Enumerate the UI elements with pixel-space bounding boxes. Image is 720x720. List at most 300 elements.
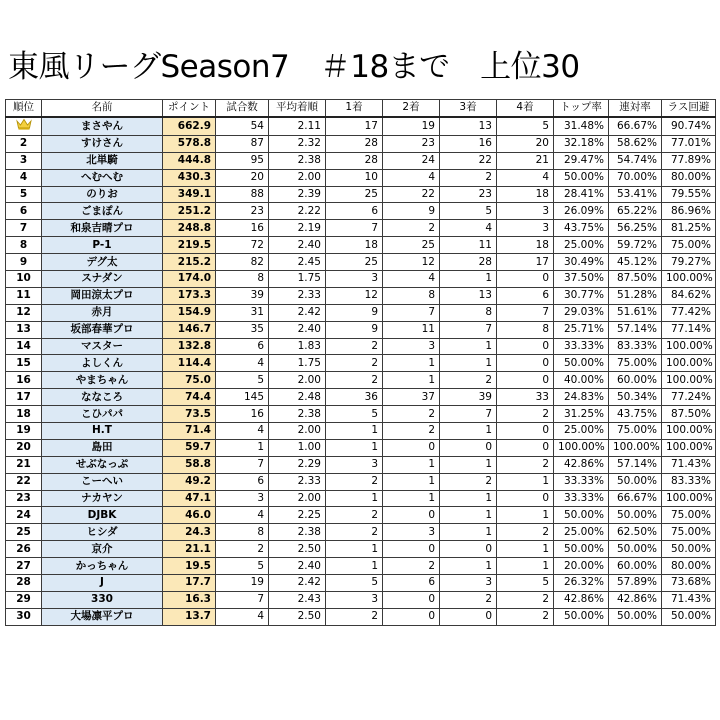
games-cell: 95 [216, 152, 269, 169]
rank-cell: 30 [6, 608, 42, 625]
third-count-cell: 16 [440, 135, 497, 152]
top-rate-cell: 29.03% [554, 304, 609, 321]
rentai-rate-cell: 62.50% [609, 524, 662, 541]
table-row [6, 439, 716, 456]
column-header-points: ポイント [163, 100, 216, 117]
rentai-rate-cell: 66.67% [609, 117, 662, 136]
games-cell: 7 [216, 456, 269, 473]
column-header-third: 3着 [440, 100, 497, 117]
rank-cell: 5 [6, 186, 42, 203]
rentai-rate-cell: 57.89% [609, 575, 662, 592]
third-count-cell: 23 [440, 186, 497, 203]
games-cell: 3 [216, 490, 269, 507]
name-cell: デグ太 [42, 254, 163, 271]
first-count-cell: 6 [326, 203, 383, 220]
third-count-cell: 3 [440, 575, 497, 592]
avg-rank-cell: 2.32 [269, 135, 326, 152]
second-count-cell: 22 [383, 186, 440, 203]
points-cell: 430.3 [163, 169, 216, 186]
rentai-rate-cell: 57.14% [609, 456, 662, 473]
games-cell: 145 [216, 389, 269, 406]
second-count-cell: 2 [383, 423, 440, 440]
table-row [6, 575, 716, 592]
name-cell: ななころ [42, 389, 163, 406]
avg-rank-cell: 2.00 [269, 423, 326, 440]
second-count-cell: 0 [383, 591, 440, 608]
points-cell: 662.9 [163, 117, 216, 136]
fourth-count-cell: 0 [497, 338, 554, 355]
fourth-count-cell: 3 [497, 220, 554, 237]
avg-rank-cell: 2.40 [269, 321, 326, 338]
table-row [6, 524, 716, 541]
top-rate-cell: 50.00% [554, 541, 609, 558]
second-count-cell: 11 [383, 321, 440, 338]
top-rate-cell: 25.00% [554, 524, 609, 541]
third-count-cell: 22 [440, 152, 497, 169]
fourth-count-cell: 0 [497, 439, 554, 456]
fourth-count-cell: 2 [497, 608, 554, 625]
games-cell: 20 [216, 169, 269, 186]
column-header-second: 2着 [383, 100, 440, 117]
points-cell: 16.3 [163, 591, 216, 608]
games-cell: 4 [216, 423, 269, 440]
avg-rank-cell: 2.38 [269, 152, 326, 169]
rentai-rate-cell: 60.00% [609, 372, 662, 389]
name-cell: P-1 [42, 237, 163, 254]
fourth-count-cell: 0 [497, 372, 554, 389]
column-header-games: 試合数 [216, 100, 269, 117]
table-row [6, 591, 716, 608]
second-count-cell: 0 [383, 608, 440, 625]
third-count-cell: 2 [440, 372, 497, 389]
third-count-cell: 7 [440, 406, 497, 423]
last-avoid-cell: 100.00% [662, 423, 716, 440]
games-cell: 5 [216, 372, 269, 389]
second-count-cell: 1 [383, 372, 440, 389]
rank-cell: 7 [6, 220, 42, 237]
games-cell: 39 [216, 287, 269, 304]
first-count-cell: 1 [326, 490, 383, 507]
name-cell: スナダン [42, 271, 163, 288]
avg-rank-cell: 2.25 [269, 507, 326, 524]
name-cell: ナカヤン [42, 490, 163, 507]
top-rate-cell: 29.47% [554, 152, 609, 169]
last-avoid-cell: 80.00% [662, 169, 716, 186]
first-count-cell: 18 [326, 237, 383, 254]
first-count-cell: 3 [326, 456, 383, 473]
games-cell: 23 [216, 203, 269, 220]
rentai-rate-cell: 51.61% [609, 304, 662, 321]
top-rate-cell: 30.77% [554, 287, 609, 304]
table-row [6, 169, 716, 186]
first-count-cell: 17 [326, 117, 383, 136]
first-count-cell: 28 [326, 152, 383, 169]
second-count-cell: 19 [383, 117, 440, 136]
avg-rank-cell: 1.75 [269, 271, 326, 288]
last-avoid-cell: 71.43% [662, 456, 716, 473]
games-cell: 8 [216, 271, 269, 288]
rank-cell: 21 [6, 456, 42, 473]
name-cell: 島田 [42, 439, 163, 456]
first-count-cell: 1 [326, 558, 383, 575]
avg-rank-cell: 2.22 [269, 203, 326, 220]
fourth-count-cell: 0 [497, 490, 554, 507]
avg-rank-cell: 2.38 [269, 524, 326, 541]
name-cell: マスター [42, 338, 163, 355]
name-cell: 岡田涼太プロ [42, 287, 163, 304]
points-cell: 59.7 [163, 439, 216, 456]
first-count-cell: 1 [326, 541, 383, 558]
rank-cell: 27 [6, 558, 42, 575]
points-cell: 132.8 [163, 338, 216, 355]
games-cell: 5 [216, 558, 269, 575]
points-cell: 73.5 [163, 406, 216, 423]
top-rate-cell: 26.09% [554, 203, 609, 220]
third-count-cell: 1 [440, 355, 497, 372]
last-avoid-cell: 73.68% [662, 575, 716, 592]
third-count-cell: 2 [440, 169, 497, 186]
last-avoid-cell: 86.96% [662, 203, 716, 220]
points-cell: 74.4 [163, 389, 216, 406]
column-header-name: 名前 [42, 100, 163, 117]
rank-cell: 18 [6, 406, 42, 423]
top-rate-cell: 26.32% [554, 575, 609, 592]
rentai-rate-cell: 54.74% [609, 152, 662, 169]
name-cell: ヒシダ [42, 524, 163, 541]
rank-cell: 2 [6, 135, 42, 152]
avg-rank-cell: 2.29 [269, 456, 326, 473]
table-row [6, 456, 716, 473]
avg-rank-cell: 2.40 [269, 237, 326, 254]
third-count-cell: 1 [440, 338, 497, 355]
third-count-cell: 1 [440, 490, 497, 507]
fourth-count-cell: 5 [497, 575, 554, 592]
column-header-rentai-rate: 連対率 [609, 100, 662, 117]
table-row [6, 254, 716, 271]
second-count-cell: 1 [383, 355, 440, 372]
games-cell: 19 [216, 575, 269, 592]
points-cell: 349.1 [163, 186, 216, 203]
rank-cell: 28 [6, 575, 42, 592]
second-count-cell: 2 [383, 406, 440, 423]
name-cell: ごまぽん [42, 203, 163, 220]
last-avoid-cell: 71.43% [662, 591, 716, 608]
column-header-first: 1着 [326, 100, 383, 117]
rank-cell: 11 [6, 287, 42, 304]
second-count-cell: 1 [383, 490, 440, 507]
games-cell: 88 [216, 186, 269, 203]
first-count-cell: 3 [326, 271, 383, 288]
rentai-rate-cell: 83.33% [609, 338, 662, 355]
fourth-count-cell: 1 [497, 507, 554, 524]
third-count-cell: 28 [440, 254, 497, 271]
name-cell: やまちゃん [42, 372, 163, 389]
third-count-cell: 13 [440, 287, 497, 304]
last-avoid-cell: 100.00% [662, 355, 716, 372]
table-row [6, 541, 716, 558]
second-count-cell: 37 [383, 389, 440, 406]
avg-rank-cell: 2.19 [269, 220, 326, 237]
rank-cell [6, 117, 42, 136]
first-count-cell: 36 [326, 389, 383, 406]
last-avoid-cell: 100.00% [662, 490, 716, 507]
games-cell: 4 [216, 507, 269, 524]
rank-cell: 6 [6, 203, 42, 220]
table-row [6, 237, 716, 254]
third-count-cell: 2 [440, 473, 497, 490]
fourth-count-cell: 21 [497, 152, 554, 169]
second-count-cell: 7 [383, 304, 440, 321]
last-avoid-cell: 100.00% [662, 271, 716, 288]
rentai-rate-cell: 50.00% [609, 608, 662, 625]
column-header-fourth: 4着 [497, 100, 554, 117]
third-count-cell: 2 [440, 591, 497, 608]
table-row [6, 271, 716, 288]
third-count-cell: 0 [440, 608, 497, 625]
name-cell: 大場凛平プロ [42, 608, 163, 625]
points-cell: 146.7 [163, 321, 216, 338]
games-cell: 1 [216, 439, 269, 456]
last-avoid-cell: 84.62% [662, 287, 716, 304]
column-header-rank: 順位 [6, 100, 42, 117]
fourth-count-cell: 2 [497, 524, 554, 541]
second-count-cell: 3 [383, 524, 440, 541]
last-avoid-cell: 100.00% [662, 439, 716, 456]
fourth-count-cell: 6 [497, 287, 554, 304]
rank-cell: 29 [6, 591, 42, 608]
rank-cell: 3 [6, 152, 42, 169]
first-count-cell: 10 [326, 169, 383, 186]
rank-cell: 4 [6, 169, 42, 186]
third-count-cell: 4 [440, 220, 497, 237]
fourth-count-cell: 33 [497, 389, 554, 406]
second-count-cell: 0 [383, 439, 440, 456]
third-count-cell: 1 [440, 423, 497, 440]
first-count-cell: 5 [326, 406, 383, 423]
fourth-count-cell: 4 [497, 169, 554, 186]
avg-rank-cell: 2.00 [269, 490, 326, 507]
rentai-rate-cell: 43.75% [609, 406, 662, 423]
games-cell: 4 [216, 608, 269, 625]
points-cell: 219.5 [163, 237, 216, 254]
last-avoid-cell: 87.50% [662, 406, 716, 423]
games-cell: 4 [216, 355, 269, 372]
rank-cell: 14 [6, 338, 42, 355]
top-rate-cell: 32.18% [554, 135, 609, 152]
rentai-rate-cell: 51.28% [609, 287, 662, 304]
fourth-count-cell: 1 [497, 473, 554, 490]
games-cell: 8 [216, 524, 269, 541]
rentai-rate-cell: 42.86% [609, 591, 662, 608]
rank-cell: 12 [6, 304, 42, 321]
avg-rank-cell: 2.42 [269, 304, 326, 321]
table-row [6, 608, 716, 625]
first-count-cell: 25 [326, 186, 383, 203]
second-count-cell: 3 [383, 338, 440, 355]
second-count-cell: 23 [383, 135, 440, 152]
name-cell: 京介 [42, 541, 163, 558]
top-rate-cell: 25.00% [554, 423, 609, 440]
rank-cell: 13 [6, 321, 42, 338]
fourth-count-cell: 1 [497, 558, 554, 575]
third-count-cell: 0 [440, 439, 497, 456]
last-avoid-cell: 90.74% [662, 117, 716, 136]
top-rate-cell: 50.00% [554, 608, 609, 625]
name-cell: まさやん [42, 117, 163, 136]
rank-cell: 16 [6, 372, 42, 389]
top-rate-cell: 25.00% [554, 237, 609, 254]
fourth-count-cell: 18 [497, 237, 554, 254]
top-rate-cell: 37.50% [554, 271, 609, 288]
fourth-count-cell: 2 [497, 456, 554, 473]
fourth-count-cell: 17 [497, 254, 554, 271]
first-count-cell: 12 [326, 287, 383, 304]
top-rate-cell: 24.83% [554, 389, 609, 406]
first-count-cell: 2 [326, 524, 383, 541]
table-row [6, 389, 716, 406]
first-count-cell: 2 [326, 608, 383, 625]
table-row [6, 507, 716, 524]
avg-rank-cell: 2.00 [269, 372, 326, 389]
points-cell: 24.3 [163, 524, 216, 541]
top-rate-cell: 33.33% [554, 473, 609, 490]
third-count-cell: 8 [440, 304, 497, 321]
games-cell: 35 [216, 321, 269, 338]
name-cell: 和泉吉晴プロ [42, 220, 163, 237]
second-count-cell: 4 [383, 271, 440, 288]
rank-cell: 24 [6, 507, 42, 524]
points-cell: 248.8 [163, 220, 216, 237]
second-count-cell: 2 [383, 220, 440, 237]
points-cell: 578.8 [163, 135, 216, 152]
third-count-cell: 1 [440, 456, 497, 473]
standings-table [5, 99, 716, 626]
first-count-cell: 1 [326, 439, 383, 456]
top-rate-cell: 33.33% [554, 338, 609, 355]
avg-rank-cell: 2.38 [269, 406, 326, 423]
last-avoid-cell: 75.00% [662, 524, 716, 541]
last-avoid-cell: 79.55% [662, 186, 716, 203]
name-cell: 北単騎 [42, 152, 163, 169]
first-count-cell: 2 [326, 473, 383, 490]
second-count-cell: 9 [383, 203, 440, 220]
top-rate-cell: 100.00% [554, 439, 609, 456]
table-row [6, 152, 716, 169]
points-cell: 174.0 [163, 271, 216, 288]
name-cell: 坂部春華プロ [42, 321, 163, 338]
fourth-count-cell: 20 [497, 135, 554, 152]
last-avoid-cell: 79.27% [662, 254, 716, 271]
top-rate-cell: 42.86% [554, 591, 609, 608]
last-avoid-cell: 77.01% [662, 135, 716, 152]
table-row [6, 490, 716, 507]
name-cell: せぶなっぷ [42, 456, 163, 473]
last-avoid-cell: 83.33% [662, 473, 716, 490]
name-cell: のりお [42, 186, 163, 203]
rentai-rate-cell: 53.41% [609, 186, 662, 203]
top-rate-cell: 25.71% [554, 321, 609, 338]
avg-rank-cell: 1.00 [269, 439, 326, 456]
last-avoid-cell: 50.00% [662, 608, 716, 625]
avg-rank-cell: 2.50 [269, 541, 326, 558]
name-cell: よしくん [42, 355, 163, 372]
rentai-rate-cell: 50.00% [609, 507, 662, 524]
avg-rank-cell: 2.43 [269, 591, 326, 608]
second-count-cell: 0 [383, 541, 440, 558]
rentai-rate-cell: 56.25% [609, 220, 662, 237]
first-count-cell: 9 [326, 304, 383, 321]
points-cell: 49.2 [163, 473, 216, 490]
points-cell: 215.2 [163, 254, 216, 271]
table-row [6, 406, 716, 423]
rentai-rate-cell: 50.00% [609, 541, 662, 558]
rentai-rate-cell: 70.00% [609, 169, 662, 186]
top-rate-cell: 31.25% [554, 406, 609, 423]
points-cell: 21.1 [163, 541, 216, 558]
top-rate-cell: 50.00% [554, 507, 609, 524]
third-count-cell: 13 [440, 117, 497, 136]
rentai-rate-cell: 100.00% [609, 439, 662, 456]
header-row [6, 100, 716, 117]
rank-cell: 22 [6, 473, 42, 490]
top-rate-cell: 28.41% [554, 186, 609, 203]
rank-cell: 15 [6, 355, 42, 372]
rentai-rate-cell: 50.34% [609, 389, 662, 406]
second-count-cell: 0 [383, 507, 440, 524]
games-cell: 54 [216, 117, 269, 136]
name-cell: こーへい [42, 473, 163, 490]
rentai-rate-cell: 87.50% [609, 271, 662, 288]
points-cell: 17.7 [163, 575, 216, 592]
third-count-cell: 1 [440, 524, 497, 541]
crown-icon [16, 118, 32, 135]
points-cell: 114.4 [163, 355, 216, 372]
second-count-cell: 8 [383, 287, 440, 304]
games-cell: 87 [216, 135, 269, 152]
games-cell: 82 [216, 254, 269, 271]
column-header-avg-rank: 平均着順 [269, 100, 326, 117]
last-avoid-cell: 75.00% [662, 507, 716, 524]
last-avoid-cell: 100.00% [662, 338, 716, 355]
points-cell: 58.8 [163, 456, 216, 473]
rentai-rate-cell: 75.00% [609, 355, 662, 372]
points-cell: 251.2 [163, 203, 216, 220]
points-cell: 71.4 [163, 423, 216, 440]
avg-rank-cell: 2.42 [269, 575, 326, 592]
third-count-cell: 1 [440, 558, 497, 575]
table-row [6, 135, 716, 152]
points-cell: 75.0 [163, 372, 216, 389]
top-rate-cell: 42.86% [554, 456, 609, 473]
page-title: 東風リーグSeason7 ＃18まで 上位30 [8, 49, 580, 85]
avg-rank-cell: 2.45 [269, 254, 326, 271]
fourth-count-cell: 0 [497, 355, 554, 372]
name-cell: へむへむ [42, 169, 163, 186]
points-cell: 173.3 [163, 287, 216, 304]
top-rate-cell: 30.49% [554, 254, 609, 271]
table-row [6, 338, 716, 355]
third-count-cell: 1 [440, 271, 497, 288]
second-count-cell: 1 [383, 473, 440, 490]
avg-rank-cell: 2.33 [269, 287, 326, 304]
fourth-count-cell: 0 [497, 271, 554, 288]
name-cell: 330 [42, 591, 163, 608]
fourth-count-cell: 2 [497, 591, 554, 608]
avg-rank-cell: 2.00 [269, 169, 326, 186]
rentai-rate-cell: 59.72% [609, 237, 662, 254]
last-avoid-cell: 77.14% [662, 321, 716, 338]
second-count-cell: 12 [383, 254, 440, 271]
